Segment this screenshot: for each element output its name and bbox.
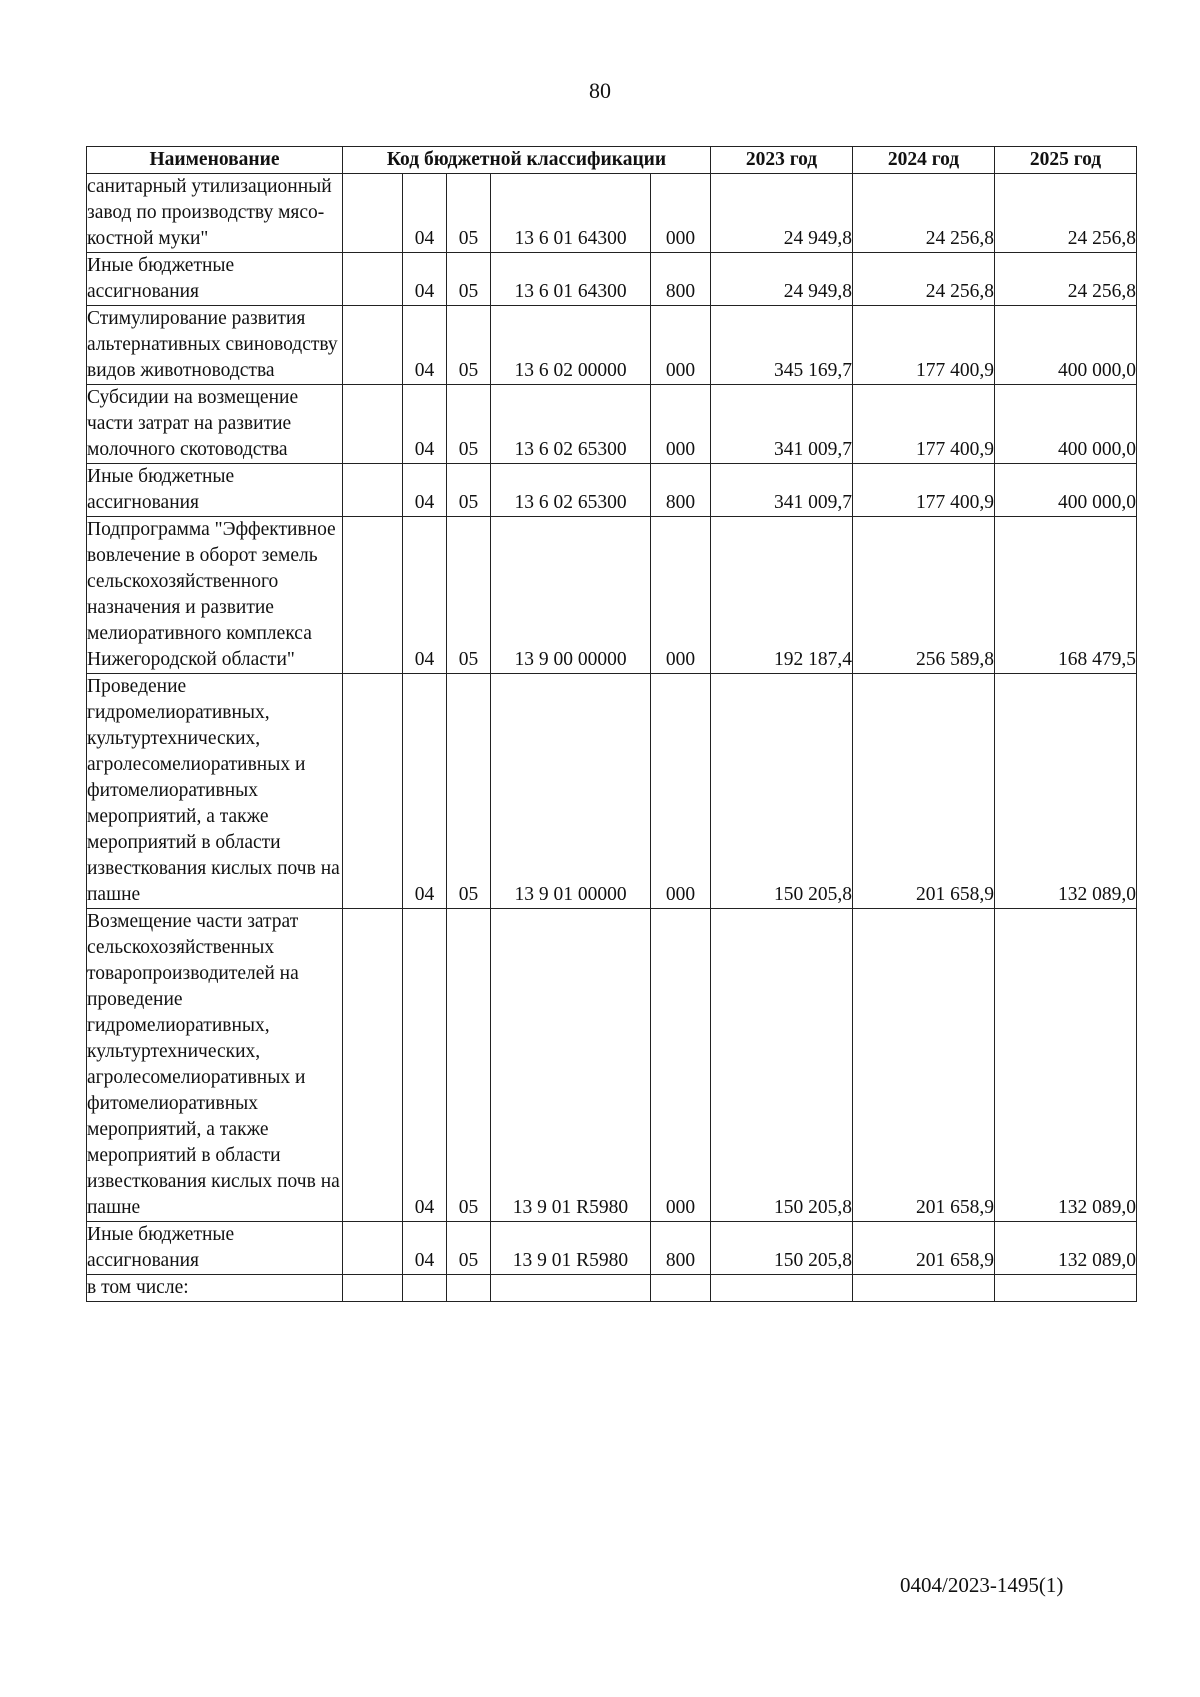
cell-code-blank [343, 385, 403, 464]
cell-code-section: 04 [403, 253, 447, 306]
cell-code-target: 13 9 01 R5980 [491, 1222, 651, 1275]
header-2024: 2024 год [853, 147, 995, 174]
table-row [87, 306, 1137, 385]
cell-value-2023: 341 009,7 [711, 464, 853, 517]
cell-code-target: 13 6 01 64300 [491, 174, 651, 253]
cell-name: санитарный утилизационный завод по производству мясо-костной муки" [87, 174, 343, 253]
cell-value-2025: 400 000,0 [995, 385, 1137, 464]
cell-code-subsection: 05 [447, 909, 491, 1222]
table-row [87, 385, 1137, 464]
cell-code-expense-type: 800 [651, 1222, 711, 1275]
cell-value-2024: 177 400,9 [853, 306, 995, 385]
table-header-row [87, 147, 1137, 174]
cell-code-blank [343, 174, 403, 253]
cell-value-2024: 177 400,9 [853, 385, 995, 464]
cell-code-target: 13 9 00 00000 [491, 517, 651, 674]
cell-code-subsection: 05 [447, 306, 491, 385]
cell-value-2023: 345 169,7 [711, 306, 853, 385]
cell-value-2025: 400 000,0 [995, 464, 1137, 517]
cell-value-2023: 341 009,7 [711, 385, 853, 464]
cell-code-expense-type [651, 1275, 711, 1302]
cell-code-expense-type: 000 [651, 306, 711, 385]
cell-name: Иные бюджетные ассигнования [87, 253, 343, 306]
cell-value-2024: 177 400,9 [853, 464, 995, 517]
cell-code-section: 04 [403, 517, 447, 674]
cell-code-blank [343, 1275, 403, 1302]
cell-code-expense-type: 000 [651, 517, 711, 674]
table-row [87, 674, 1137, 909]
document-number: 0404/2023-1495(1) [900, 1573, 1064, 1597]
cell-value-2025: 132 089,0 [995, 674, 1137, 909]
cell-value-2024: 201 658,9 [853, 1222, 995, 1275]
cell-code-subsection: 05 [447, 517, 491, 674]
cell-name: в том числе: [87, 1275, 343, 1302]
cell-name: Подпрограмма "Эффективное вовлечение в оборот земель сельскохозяйственного назначения и развитие мелиоративного комплекса Нижегородской области" [87, 517, 343, 674]
budget-table [86, 146, 1137, 1302]
cell-code-blank [343, 674, 403, 909]
cell-code-target: 13 9 01 R5980 [491, 909, 651, 1222]
cell-value-2025: 24 256,8 [995, 174, 1137, 253]
cell-value-2024: 256 589,8 [853, 517, 995, 674]
cell-value-2023: 192 187,4 [711, 517, 853, 674]
cell-code-expense-type: 800 [651, 253, 711, 306]
header-name: Наименование [87, 147, 343, 174]
table-row [87, 517, 1137, 674]
table-row [87, 1275, 1137, 1302]
cell-code-blank [343, 253, 403, 306]
cell-code-subsection: 05 [447, 674, 491, 909]
cell-code-target: 13 6 02 65300 [491, 385, 651, 464]
cell-value-2025: 168 479,5 [995, 517, 1137, 674]
header-2023: 2023 год [711, 147, 853, 174]
cell-code-section [403, 1275, 447, 1302]
cell-code-section: 04 [403, 174, 447, 253]
cell-code-target: 13 6 02 65300 [491, 464, 651, 517]
cell-value-2023: 150 205,8 [711, 909, 853, 1222]
cell-code-expense-type: 000 [651, 674, 711, 909]
cell-value-2025: 132 089,0 [995, 1222, 1137, 1275]
cell-code-expense-type: 000 [651, 174, 711, 253]
cell-name: Субсидии на возмещение части затрат на развитие молочного скотоводства [87, 385, 343, 464]
cell-name: Стимулирование развития альтернативных свиноводству видов животноводства [87, 306, 343, 385]
cell-code-subsection: 05 [447, 174, 491, 253]
page-number: 80 [589, 78, 611, 103]
header-2025: 2025 год [995, 147, 1137, 174]
cell-value-2024 [853, 1275, 995, 1302]
cell-code-expense-type: 000 [651, 385, 711, 464]
cell-value-2025: 400 000,0 [995, 306, 1137, 385]
cell-code-subsection: 05 [447, 464, 491, 517]
cell-value-2025: 24 256,8 [995, 253, 1137, 306]
table-row [87, 464, 1137, 517]
cell-code-section: 04 [403, 464, 447, 517]
cell-value-2025: 132 089,0 [995, 909, 1137, 1222]
cell-code-section: 04 [403, 674, 447, 909]
table-row [87, 909, 1137, 1222]
cell-value-2024: 201 658,9 [853, 674, 995, 909]
cell-code-subsection [447, 1275, 491, 1302]
cell-code-blank [343, 909, 403, 1222]
cell-code-section: 04 [403, 385, 447, 464]
cell-code-blank [343, 517, 403, 674]
cell-code-subsection: 05 [447, 1222, 491, 1275]
cell-value-2023: 150 205,8 [711, 674, 853, 909]
cell-name: Проведение гидромелиоративных, культуртехнических, агролесомелиоративных и фитомелиоративных мероприятий, а также мероприятий в области известкования кислых почв на пашне [87, 674, 343, 909]
cell-name: Иные бюджетные ассигнования [87, 464, 343, 517]
cell-name: Возмещение части затрат сельскохозяйственных товаропроизводителей на проведение гидромелиоративных, культуртехнических, агролесомелиоративных и фитомелиоративных мероприятий, а также мероприятий в области известкования кислых почв на пашне [87, 909, 343, 1222]
cell-value-2024: 201 658,9 [853, 909, 995, 1222]
cell-code-section: 04 [403, 306, 447, 385]
cell-value-2023: 24 949,8 [711, 253, 853, 306]
cell-code-expense-type: 800 [651, 464, 711, 517]
cell-code-target: 13 6 02 00000 [491, 306, 651, 385]
cell-value-2023 [711, 1275, 853, 1302]
cell-value-2025 [995, 1275, 1137, 1302]
table-row [87, 174, 1137, 253]
table-row [87, 253, 1137, 306]
cell-code-target: 13 9 01 00000 [491, 674, 651, 909]
cell-value-2024: 24 256,8 [853, 174, 995, 253]
cell-code-subsection: 05 [447, 385, 491, 464]
cell-code-section: 04 [403, 1222, 447, 1275]
cell-code-blank [343, 1222, 403, 1275]
header-code: Код бюджетной классификации [343, 147, 711, 174]
cell-code-section: 04 [403, 909, 447, 1222]
cell-value-2023: 24 949,8 [711, 174, 853, 253]
table-body [87, 174, 1137, 1302]
cell-code-expense-type: 000 [651, 909, 711, 1222]
cell-code-target [491, 1275, 651, 1302]
cell-code-target: 13 6 01 64300 [491, 253, 651, 306]
cell-code-blank [343, 306, 403, 385]
cell-value-2023: 150 205,8 [711, 1222, 853, 1275]
cell-name: Иные бюджетные ассигнования [87, 1222, 343, 1275]
cell-code-subsection: 05 [447, 253, 491, 306]
cell-value-2024: 24 256,8 [853, 253, 995, 306]
cell-code-blank [343, 464, 403, 517]
table-row [87, 1222, 1137, 1275]
